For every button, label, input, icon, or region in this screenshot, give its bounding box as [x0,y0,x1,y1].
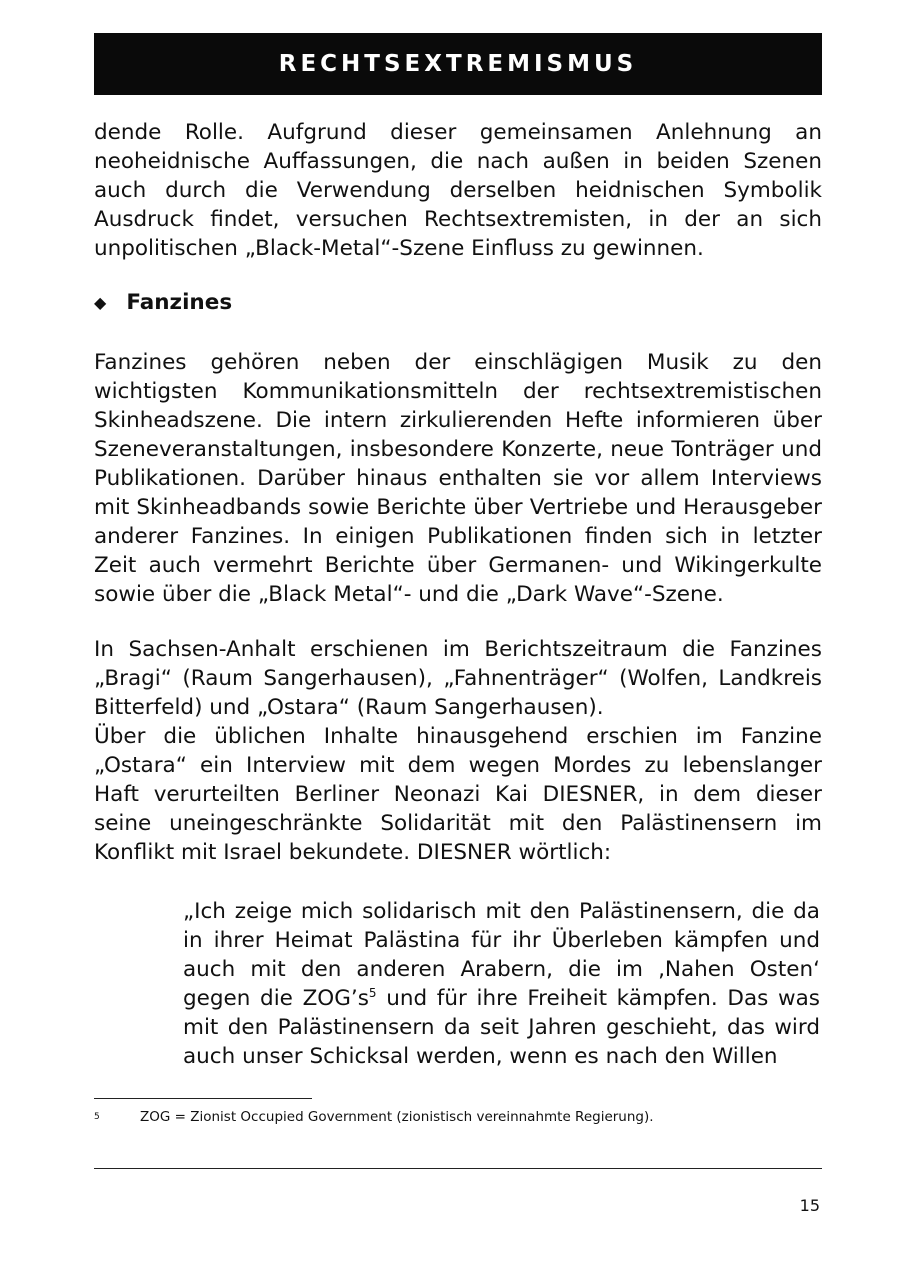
section-heading-text: Fanzines [126,290,233,315]
diamond-bullet-icon: ◆ [94,293,107,312]
footnote [94,1106,822,1128]
page-number: 15 [799,1196,820,1215]
footnote-number: 5 [94,1112,100,1122]
paragraph-ostara-interview: Über die üblichen Inhalte hinausgehend erschien im Fanzine „Ostara“ ein Interview mit dem wegen Mordes zu lebenslanger Haft verurteilten Berliner Neonazi Kai DIESNER, in dem dieser seine uneingeschränkte Solidarität mit den Palästinensern im Konflikt mit Israel bekundete. DIESNER wörtlich: [94,724,822,865]
footnote-text: ZOG = Zionist Occupied Government (zionistisch vereinnahmte Regierung). [140,1109,654,1125]
running-header [94,33,822,95]
quote-part-1: „Ich zeige mich solidarisch mit den Palästinensern, die da in ihrer Heimat Palästina für ihr Überleben kämpfen und auch mit den anderen Arabern, die im ‚Nahen Osten‘ gegen die ZOG’s [183,899,820,1011]
footnote-reference[interactable]: 5 [368,985,377,1000]
footer-divider [94,1168,822,1169]
footnote-divider [94,1098,312,1099]
quote-part-2: und für ihre Freiheit kämpfen. Das was mit den Palästinensern da seit Jahren geschieht, das wird auch unser Schicksal werden, wenn es nach den Willen [183,986,820,1069]
header-title: RECHTSEXTREMISMUS [278,51,638,77]
section-heading-fanzines [94,290,232,315]
paragraph-intro: dende Rolle. Aufgrund dieser gemeinsamen Anlehnung an neoheidnische Auffassungen, die nach außen in beiden Szenen auch durch die Verwendung derselben heidnischen Symbolik Ausdruck findet, versuchen Rechtsextremisten, in der an sich unpolitischen „Black-Metal“-Szene Einfluss zu gewinnen. [94,120,822,261]
paragraph-sachsen-anhalt: In Sachsen-Anhalt erschienen im Berichtszeitraum die Fanzines „Bragi“ (Raum Sangerhausen), „Fahnenträger“ (Wolfen, Landkreis Bitterfeld) und „Ostara“ (Raum Sangerhausen). [94,637,822,720]
block-quote [183,897,820,1071]
paragraph-fanzines: Fanzines gehören neben der einschlägigen Musik zu den wichtigsten Kommunikationsmitteln der rechtsextremistischen Skinheadszene. Die intern zirkulierenden Hefte informieren über Szeneveranstaltungen, insbesondere Konzerte, neue Tonträger und Publikationen. Darüber hinaus enthalten sie vor allem Interviews mit Skinheadbands sowie Berichte über Vertriebe und Herausgeber anderer Fanzines. In einigen Publikationen finden sich in letzter Zeit auch vermehrt Berichte über Germanen- und Wikingerkulte sowie über die „Black Metal“- und die „Dark Wave“-Szene. [94,350,822,607]
